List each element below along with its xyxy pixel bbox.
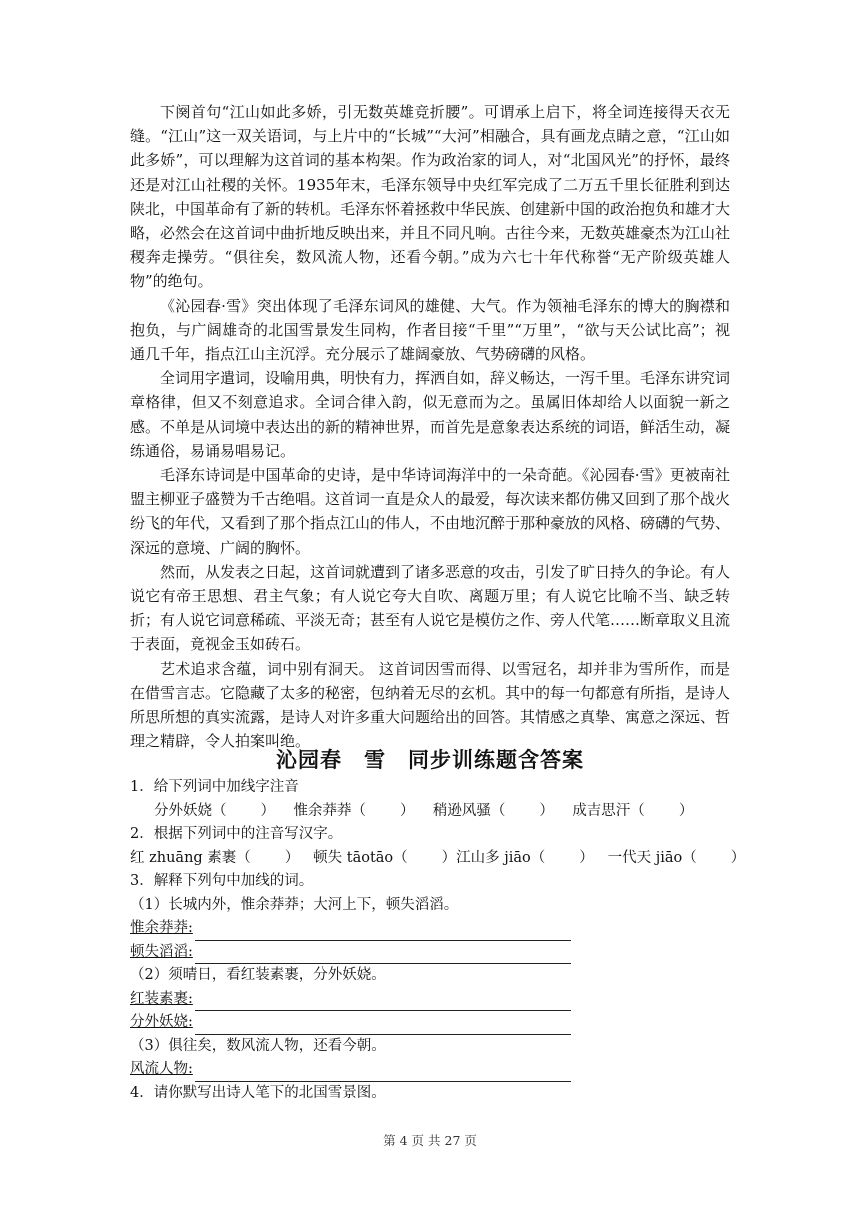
term-label: 顿失滔滔:	[130, 943, 193, 960]
question-1-prompt: 1．给下列词中加线字注音	[130, 779, 299, 795]
question-3-sentence-1: （1）长城内外，惟余莽莽；大河上下，顿失滔滔。	[130, 896, 459, 913]
answer-line	[130, 941, 730, 965]
answer-line	[130, 1058, 730, 1082]
q1-item: 惟余莽莽（	[293, 802, 366, 819]
q1-item: 分外妖娆（	[154, 802, 227, 819]
question-3-sentence-3: （3）俱往矣，数风流人物，还看今朝。	[130, 1037, 386, 1054]
term-label: 红装素裹:	[130, 990, 193, 1007]
question-2-prompt: 2．根据下列词中的注音写汉字。	[130, 826, 343, 842]
term-label: 惟余莽莽:	[130, 920, 193, 936]
question-1-items: 分外妖娆（ ） 惟余莽莽（ ） 稍逊风骚（ ） 成吉思汗（ ）	[154, 802, 694, 819]
term-label: 风流人物:	[130, 1061, 193, 1077]
answer-line	[130, 988, 730, 1012]
article-body	[130, 100, 730, 753]
q2-item: 江山多 jiāo（	[456, 849, 546, 866]
paragraph: 毛泽东诗词是中国革命的史诗，是中华诗词海洋中的一朵奇葩。《沁园春·雪》更被南社盟主柳亚子盛赞为千古绝唱。这首词一直是众人的最爱，每次读来都仿佛又回到了那个战火纷飞的年代，又看到了那个指点江山的伟人，不由地沉醉于那种豪放的风格、磅礴的气势、深远的意境、广阔的胸怀。	[130, 466, 731, 557]
answer-blank[interactable]	[195, 1018, 571, 1035]
q1-item: 稍逊风骚（	[432, 802, 506, 819]
page-footer: 第 4 页 共 27 页	[383, 1133, 477, 1148]
page-number: 4	[399, 1133, 408, 1148]
total-pages: 27	[444, 1133, 461, 1148]
answer-blank[interactable]	[195, 947, 571, 964]
exercise-title: 沁园春 雪 同步训练题含答案	[276, 747, 584, 772]
q2-item: 顿失 tāotāo（	[313, 849, 408, 866]
q2-item: 红 zhuāng 素裹（	[130, 849, 251, 866]
question-3-sentence-2: （2）须晴日，看红装素裹，分外妖娆。	[130, 967, 386, 983]
paragraph: 《沁园春·雪》突出体现了毛泽东词风的雄健、大气。作为领袖毛泽东的博大的胸襟和抱负，与广阔雄奇的北国雪景发生同构，作者目接“千里”“万里”，“欲与天公试比高”；视通几千年，指点江山主沉浮。充分展示了雄阔豪放、气势磅礴的风格。	[130, 296, 730, 364]
answer-line	[130, 1011, 730, 1035]
answer-blank[interactable]	[195, 924, 571, 941]
exercise-section	[130, 776, 746, 1105]
paragraph: 下阕首句“江山如此多娇，引无数英雄竞折腰”。可谓承上启下，将全词连接得天衣无缝。“江山”这一双关语词，与上片中的“长城”“大河”相融合，具有画龙点睛之意，“江山如此多娇”，可以理解为这首词的基本构架。作为政治家的词人，对“北国风光”的抒怀，最终还是对江山社稷的关怀。1935年末，毛泽东领导中央红军完成了二万五千里长征胜利到达陕北，中国革命有了新的转机。毛泽东怀着拯救中华民族、创建新中国的政治抱负和雄才大略，必然会在这首词中曲折地反映出来，并且不同凡响。古往今来，无数英雄豪杰为江山社稷奔走操劳。“俱往矣，数风流人物，还看今朝。”成为六七十年代称誉“无产阶级英雄人物”的绝句。	[130, 103, 731, 291]
question-2-items: 红 zhuāng 素裹（ ） 顿失 tāotāo（ ）江山多 jiāo（ ） 一代天 jiāo（ ）	[130, 849, 746, 866]
paragraph: 艺术追求含蕴，词中别有洞天。 这首词因雪而得、以雪冠名，却并非为雪所作，而是在借雪言志。它隐藏了太多的秘密，包纳着无尽的玄机。其中的每一句都意有所指，是诗人所思所想的真实流露，是诗人对许多重大问题给出的回答。其情感之真挚、寓意之深远、哲理之精辟，令人拍案叫绝。	[130, 659, 731, 751]
answer-blank[interactable]	[195, 994, 571, 1011]
q1-item: 成吉思汗（	[572, 802, 645, 819]
question-3-prompt: 3．解释下列句中加线的词。	[130, 873, 314, 889]
term-label: 分外妖娆:	[130, 1014, 193, 1030]
q2-item: 一代天 jiāo（	[607, 849, 697, 866]
answer-line	[130, 917, 730, 941]
paragraph: 全词用字遣词，设喻用典，明快有力，挥洒自如，辞义畅达，一泻千里。毛泽东讲究词章格律，但又不刻意追求。全词合律入韵，似无意而为之。虽属旧体却给人以面貌一新之感。不单是从词境中表达出的新的精神世界，而首先是意象表达系统的词语，鲜活生动，凝练通俗，易诵易唱易记。	[130, 369, 731, 460]
paragraph: 然而，从发表之日起，这首词就遭到了诸多恶意的攻击，引发了旷日持久的争论。有人说它有帝王思想、君主气象；有人说它夸大自吹、离题万里；有人说它比喻不当、缺乏转折；有人说它词意稀疏、平淡无奇；甚至有人说它是模仿之作、旁人代笔……断章取义且流于表面，竟视金玉如砖石。	[130, 562, 731, 654]
answer-blank[interactable]	[195, 1065, 571, 1082]
question-4-prompt: 4．请你默写出诗人笔下的北国雪景图。	[130, 1084, 386, 1101]
